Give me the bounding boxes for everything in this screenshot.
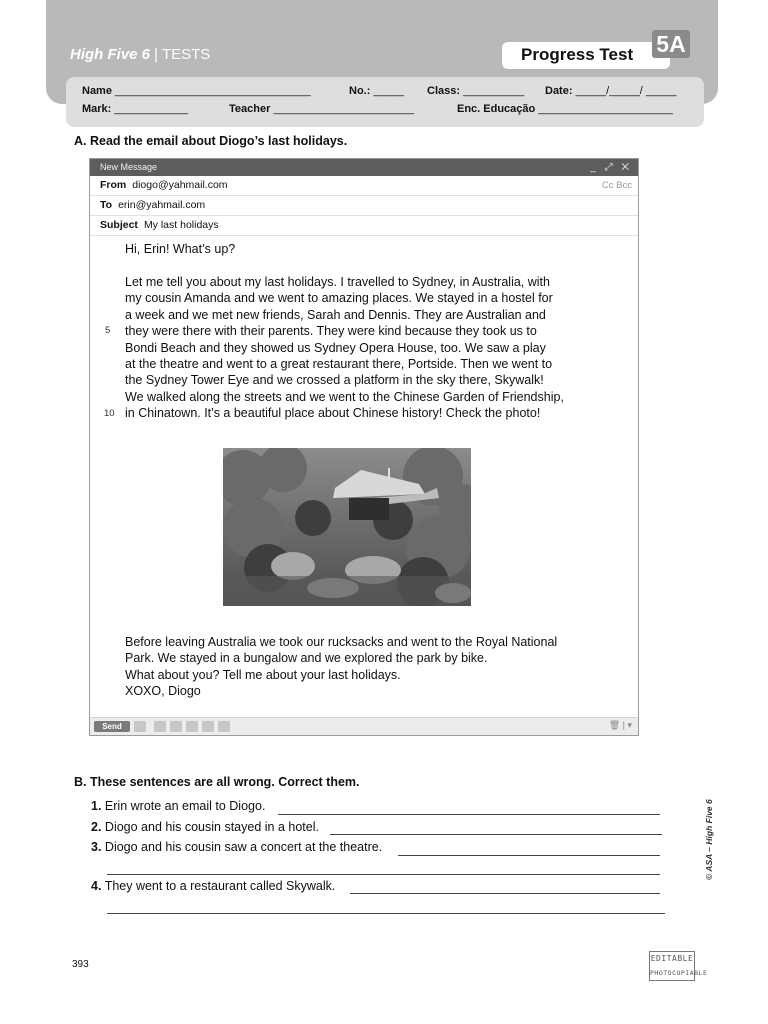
section-b-title: B. These sentences are all wrong. Correct them. <box>74 775 360 789</box>
mark-label: Mark: <box>82 103 112 115</box>
date-field[interactable] <box>545 85 677 97</box>
line-number-10: 10 <box>104 408 115 419</box>
to-value[interactable]: erin@yahmail.com <box>118 199 206 211</box>
name-field[interactable] <box>82 85 311 97</box>
section-label: TESTS <box>161 46 211 63</box>
enc-line: ______________________ <box>538 103 673 115</box>
from-label: From <box>100 179 127 191</box>
line-number-5: 5 <box>105 325 111 336</box>
paragraph-line: the Sydney Tower Eye and we crossed a platform in the sky there, Skywalk! <box>125 373 544 388</box>
number-field[interactable] <box>349 85 404 97</box>
email-signoff: XOXO, Diogo <box>125 684 201 699</box>
teacher-line: _______________________ <box>273 103 415 115</box>
sentence-text: Diogo and his cousin stayed in a hotel. <box>104 820 319 834</box>
section-a-title: A. Read the email about Diogo’s last holidays. <box>74 134 348 148</box>
sentence-number: 1. <box>91 799 102 813</box>
email-titlebar <box>90 159 638 176</box>
paragraph-line: they were there with their parents. They were kind because they took us to <box>125 324 537 339</box>
paragraph-line: We walked along the streets and we went to the Chinese Garden of Friendship, <box>125 389 564 404</box>
answer-line-1[interactable] <box>278 814 660 815</box>
sentence-3 <box>91 840 382 854</box>
answer-line-3a[interactable] <box>398 855 660 856</box>
book-title: High Five 6 <box>70 46 151 63</box>
class-line: __________ <box>463 85 525 97</box>
garden-photo-drawing <box>223 448 471 606</box>
to-label: To <box>100 199 113 211</box>
stamp-line-1: EDITABLE <box>650 954 694 963</box>
name-label: Name <box>82 85 112 97</box>
sentence-number: 3. <box>91 840 102 854</box>
emoji-icon[interactable] <box>186 721 198 732</box>
send-button[interactable]: Send <box>94 721 130 732</box>
subject-row <box>90 216 638 236</box>
more-icon[interactable] <box>218 721 230 732</box>
paragraph-line: at the theatre and went to a great restaurant there, Portside. Then we went to <box>125 357 553 372</box>
enc-label: Enc. Educação <box>457 103 536 115</box>
enc-field[interactable] <box>457 103 673 115</box>
sentence-1 <box>91 799 265 813</box>
number-line: _____ <box>373 85 405 97</box>
answer-line-4b[interactable] <box>107 913 665 914</box>
teacher-field[interactable] <box>229 103 414 115</box>
paragraph-line: Before leaving Australia we took our rucksacks and went to the Royal National <box>125 635 558 649</box>
attach-icon[interactable] <box>154 721 166 732</box>
mark-line: ____________ <box>114 103 188 115</box>
editable-photocopiable-stamp <box>649 951 708 981</box>
name-line: ________________________________ <box>115 85 311 97</box>
mark-field[interactable] <box>82 103 188 115</box>
copyright-credit: © ASA – High Five 6 <box>704 799 714 880</box>
email-paragraph-2 <box>125 634 557 700</box>
paragraph-line: in Chinatown. It’s a beautiful place about Chinese history! Check the photo! <box>125 406 541 421</box>
date-line: _____/_____/ _____ <box>575 85 677 97</box>
chinese-garden-photo <box>223 448 471 606</box>
stamp-line-2: PHOTOCOPIABLE <box>650 969 708 977</box>
window-title: New Message <box>100 162 158 172</box>
email-paragraph-1 <box>125 274 564 422</box>
image-icon[interactable] <box>202 721 214 732</box>
sentence-4 <box>91 879 335 893</box>
class-label: Class: <box>427 85 461 97</box>
trash-icon[interactable]: 🗑 | ▾ <box>608 720 632 730</box>
number-label: No.: <box>349 85 371 97</box>
sentence-text: They went to a restaurant called Skywalk. <box>104 879 336 893</box>
format-icon[interactable] <box>134 721 146 732</box>
title-separator: | <box>154 46 158 63</box>
sentence-number: 2. <box>91 820 102 834</box>
cc-bcc-link[interactable]: Cc Bcc <box>601 180 632 191</box>
sentence-2 <box>91 820 319 834</box>
date-label: Date: <box>545 85 573 97</box>
answer-line-2[interactable] <box>330 834 662 835</box>
class-field[interactable] <box>427 85 524 97</box>
answer-line-3b[interactable] <box>107 874 660 875</box>
answer-line-4a[interactable] <box>350 893 660 894</box>
page-number: 393 <box>72 959 89 970</box>
sentence-text: Erin wrote an email to Diogo. <box>104 799 266 813</box>
paragraph-line: a week and we met new friends, Sarah and Dennis. They are Australian and <box>125 307 546 322</box>
window-controls-icon[interactable]: _ ⤢ ✕ <box>590 162 632 173</box>
sentence-number: 4. <box>91 879 102 893</box>
paragraph-line: What about you? Tell me about your last holidays. <box>125 667 401 682</box>
test-title: Progress Test <box>502 42 670 69</box>
from-row <box>90 176 638 196</box>
email-footer-toolbar <box>90 717 638 735</box>
email-greeting: Hi, Erin! What’s up? <box>125 242 236 256</box>
teacher-label: Teacher <box>229 103 271 115</box>
paragraph-line: Park. We stayed in a bungalow and we explored the park by bike. <box>125 651 488 666</box>
paragraph-line: my cousin Amanda and we went to amazing places. We stayed in a hostel for <box>125 291 553 306</box>
link-icon[interactable] <box>170 721 182 732</box>
sentence-text: Diogo and his cousin saw a concert at the theatre. <box>104 840 383 854</box>
paragraph-line: Bondi Beach and they showed us Sydney Opera House, too. We saw a play <box>125 340 546 355</box>
subject-label: Subject <box>100 219 138 231</box>
unit-badge: 5A <box>652 30 690 58</box>
subject-value[interactable]: My last holidays <box>143 219 219 231</box>
paragraph-line: Let me tell you about my last holidays. I travelled to Sydney, in Australia, with <box>125 275 550 289</box>
from-value: diogo@yahmail.com <box>132 179 228 191</box>
series-title <box>70 46 210 63</box>
to-row <box>90 196 638 216</box>
